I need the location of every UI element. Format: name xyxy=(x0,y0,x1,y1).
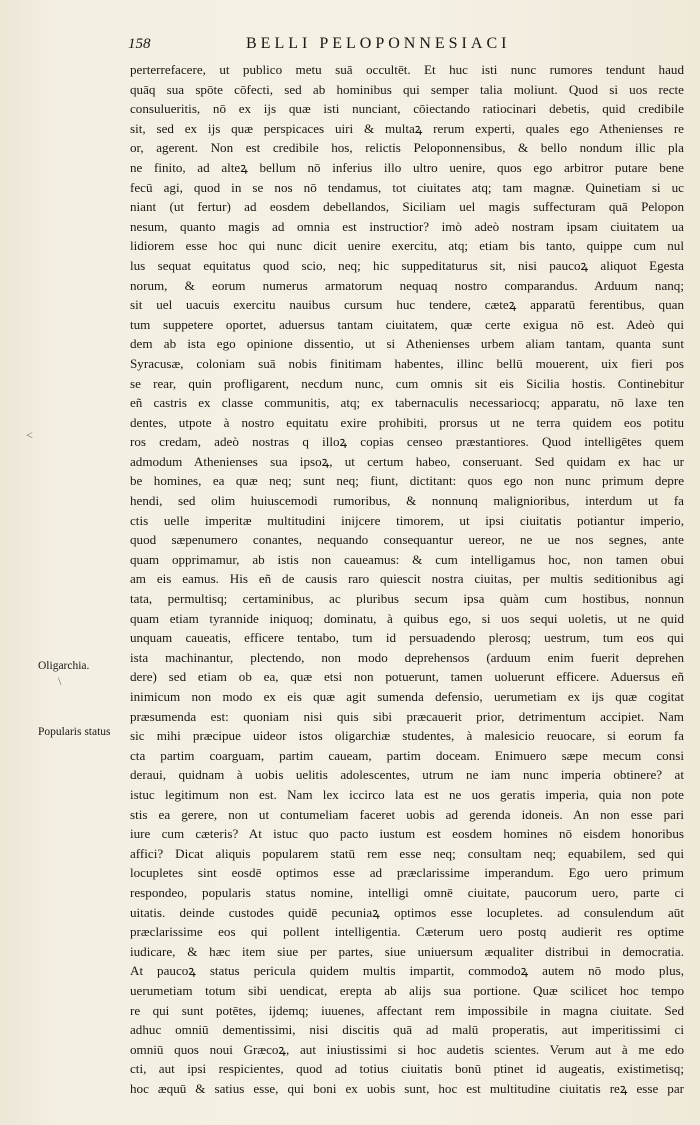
text-line: affici? Dicat aliquis popularem statū rem esse neq; consultam neq; equabilem, sed qui xyxy=(130,845,684,861)
text-line: iudicare, & hæc item siue per partes, siue uniuersum æqualiter distribui in democratia. xyxy=(130,943,684,959)
text-line: fecū agi, quod in se nos nō tendamus, tot ciuitates atq; tam magnæ. Quinetiam si uc xyxy=(130,179,684,195)
text-line: uerumetiam totum sibi uendicat, erepta ab alijs sua portione. Quæ scilicet hoc tempo xyxy=(130,982,684,998)
text-line: quāq sua spōte cōfecti, sed ab hominibus qui semper talia moliunt. Quod si uos recte xyxy=(130,81,684,97)
text-line: Syracusæ, coloniam suā nobis finitimam habentes, illinc bellū mouerent, uix fieri pos xyxy=(130,355,684,371)
text-line: hoc æquū & satius esse, qui boni ex uobis sunt, hoc est multitudine ciuitatis reꝝ esse par xyxy=(130,1080,684,1096)
text-line: quod sæpenumero conantes, nequando consequantur uereor, ne ue nos segnes, ante xyxy=(130,532,684,548)
text-line: ctis uelle imperitæ multitudini inijcere timorem, ut ipsi ciuitatis potiantur imperio, xyxy=(130,512,684,528)
text-line: be homines, ea quæ neq; sunt neq; fiunt, dictitant: quos ego non nunc primum depre xyxy=(130,473,684,489)
text-line: quam etiam tyrannide iniquoq; dominatu, à quibus ego, si uos sequi uoletis, ut ne quid xyxy=(130,610,684,626)
text-line: respondeo, popularis status nomine, intelligi omnē ciuitate, paucorum uero, parte ci xyxy=(130,884,684,900)
margin-note-popularis-status: Popularis status xyxy=(38,726,111,738)
text-line: At paucoꝝ status pericula quidem multis impartit, commodoꝝ autem nō modo plus, xyxy=(130,963,684,979)
text-line: inimicum non modo ex eis quæ agit sumenda defensio, uerumetiam ex ijs quæ cogitat xyxy=(130,689,684,704)
body-text xyxy=(130,60,684,1098)
text-line: tata, permultisq; certaminibus, ac pluribus secum ipsa quàm cum hostibus, nonnun xyxy=(130,591,684,607)
text-line: am eis eamus. His eñ de causis raro quiescit nostra ciuitas, per multis seditionibus agi xyxy=(130,571,684,587)
text-line: lidiorem esse hoc qui nunc dicit uenire exercitu, atq; etiam bis tanto, quippe cum nul xyxy=(130,238,684,254)
text-line: tum suppetere oportet, aduersus tantam ciuitatem, quæ certe exigua nō est. Adeò qui xyxy=(130,316,684,332)
text-line: dentes, utpote à nostro equitatu exire prohibiti, prorsus ut ne terra quidem eos potitu xyxy=(130,414,684,430)
text-line: locupletes sint eosdē optimos esse ad præclarissime imperandum. Ego uero primum xyxy=(130,865,684,881)
text-line: admodum Athenienses sua ipsoꝝ, ut certum habeo, conseruant. Sed quidam ex hac ur xyxy=(130,453,684,469)
text-line: præclarissime eos qui pollent intelligentia. Cæterum uero postq audierit res optime xyxy=(130,924,684,940)
text-line: ne finito, ad alteꝝ bellum nō inferius illo ultro uenire, quos ego arbitror putare bene xyxy=(130,159,684,175)
running-title: BELLI PELOPONNESIACI xyxy=(246,35,511,52)
text-line: dem ab ista ego opinione dissentio, ut si Athenienses urbem aliam tantam, quanta sunt xyxy=(130,336,684,352)
text-line: niant (ut fertur) ad eosdem debellandos, Siciliam uel magis suffecturam quā Pelopon xyxy=(130,199,684,215)
margin-note-oligarchia: Oligarchia. xyxy=(38,660,90,672)
text-line: sic mihi præcipue uideor istos oligarchiæ studentes, à malesicio reuocare, si eorum fa xyxy=(130,728,684,744)
text-line: ista machinantur, plectendo, non modo deprehensos (arduum enim fuerit deprehen xyxy=(130,649,684,665)
text-line: stis ea gerere, non ut contumeliam faceret uobis ad gerenda idoneis. An non esse pari xyxy=(130,806,684,822)
text-line: norum, & eorum numerus armatorum nequaq nostro comparandus. Arduum nanq; xyxy=(130,277,684,293)
text-line: præsumenda est: quoniam nisi quis sibi præcauerit prior, detrimentum accipiet. Nam xyxy=(130,708,684,724)
page-number: 158 xyxy=(128,36,151,52)
text-line: omniū quos noui Græcoꝝ, aut iniustissimi si hoc audetis scientes. Verum aut à me edo xyxy=(130,1041,684,1057)
text-line: istuc legitimum non est. Nam lex iccirco lata est ne uos geratis imperia, quia non pote xyxy=(130,786,684,802)
text-line: lus sequat equitatus quod scio, neq; hic suppeditaturus sit, nisi paucoꝝ aliquot Egesta xyxy=(130,257,684,273)
text-line: cti, aut ipsi respicientes, quod ad totius ciuitatis bonū ptinet id augeatis, existimetisq; xyxy=(130,1061,684,1077)
text-line: consulueritis, nō ex ijs quæ isti nunciant, cōiectando ratiocinari debetis, quid credibile xyxy=(130,101,684,117)
margin-mark: \ xyxy=(58,674,62,688)
text-line: perterrefacere, ut publico metu suā occultēt. Et huc isti nunc rumores tendunt haud xyxy=(130,62,684,77)
text-line: iure cum cæteris? At istuc quo pacto iustum est eosdem homines nō eisdem honoribus xyxy=(130,826,684,842)
text-line: cta partim coarguam, partim caueam, partim doceam. Enimuero sæpe mecum consi xyxy=(130,747,684,763)
text-line: re qui sunt potētes, ijdemq; iuuenes, affectant rem impossibile in magna ciuitate. Sed xyxy=(130,1002,684,1018)
text-line: or, agerent. Non est credibile hos, relictis Peloponnensibus, & bello nondum illic pla xyxy=(130,140,684,156)
text-line: deraui, quidnam à uobis uelitis adolescentes, utrum ne iam nunc imperia obtinere? at xyxy=(130,767,684,783)
text-line: nesum, quanto magis ad omnia est instructior? imò adeò nostram ipsam ciuitatem ua xyxy=(130,218,684,234)
page-header xyxy=(128,36,684,56)
text-line: ros credam, adeò nostras q illoꝝ copias censeo præstantiores. Quod intelligētes quem xyxy=(130,434,684,450)
text-line: sit, sed ex ijs quæ perspicaces uiri & multaꝝ rerum experti, quales ego Athenienses re xyxy=(130,120,684,136)
text-line: quam opprimamur, ab istis non caueamus: & cum intelligamus hoc, non tamen obui xyxy=(130,551,684,567)
text-line: hendi, sed olim huiuscemodi rumoribus, & nonnunq malignioribus, interdum ut fa xyxy=(130,493,684,509)
margin-mark: < xyxy=(26,428,33,442)
text-line: se rear, quin profligarent, necdum nunc, cum omnis sit eis Sicilia hostis. Continebitur xyxy=(130,375,684,391)
text-line: sit uel uacuis exercitu nauibus cursum huc tendere, cæteꝝ apparatū ferentibus, quan xyxy=(130,297,684,313)
text-line: dere) sed etiam ob ea, quæ etsi non potuerunt, tamen uoluerunt efficere. Aduersus eñ xyxy=(130,669,684,685)
text-line: eñ castris ex classe communitis, atq; ex tabernaculis necessariocq; apparatu, nō laxe ten xyxy=(130,395,684,411)
text-line: adhuc omniū dementissimi, nisi discitis quā ad malū properatis, aut imperitissimi ci xyxy=(130,1022,684,1038)
text-line: uitatis. deinde custodes quidē pecuniaꝝ optimos esse locupletes. ad consulendum aūt xyxy=(130,904,684,920)
text-line: unquam caueatis, efficere tentabo, tum id persuadendo plerosq; uestrum, tum eos qui xyxy=(130,630,684,646)
